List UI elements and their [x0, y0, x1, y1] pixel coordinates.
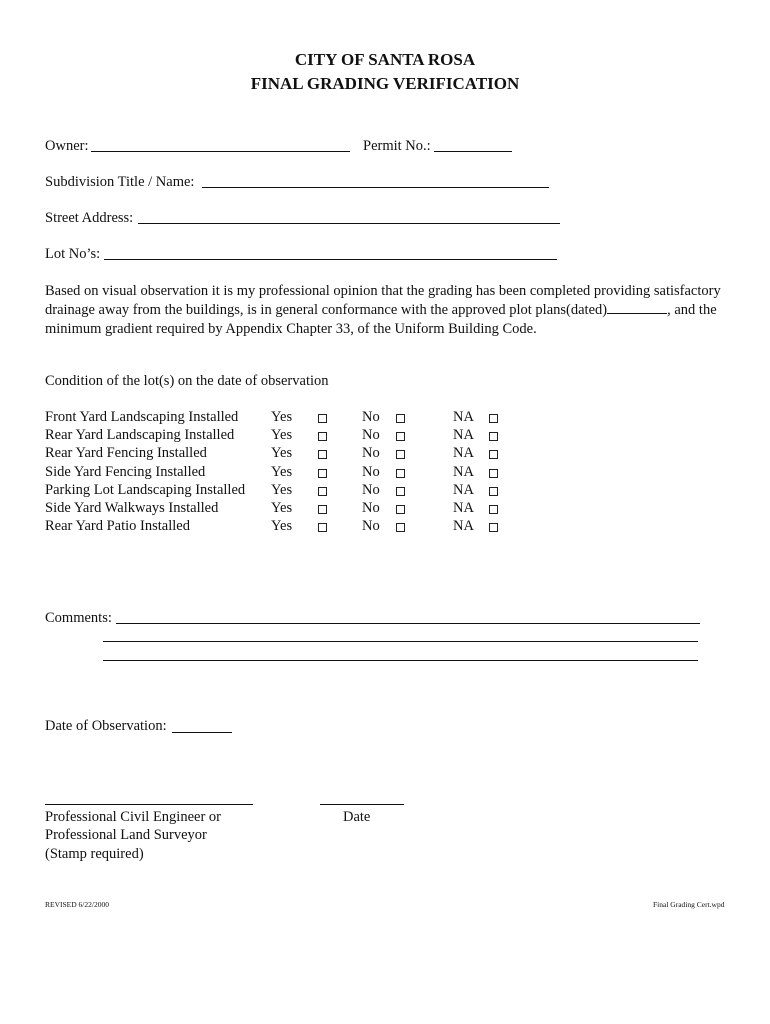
na-checkbox[interactable] [489, 487, 498, 496]
na-label: NA [453, 427, 474, 444]
na-checkbox[interactable] [489, 505, 498, 514]
no-checkbox[interactable] [396, 414, 405, 423]
owner-label: Owner: [45, 138, 89, 154]
comments-line-2[interactable] [103, 641, 698, 642]
comments-label: Comments: [45, 610, 112, 626]
condition-item-label: Parking Lot Landscaping Installed [45, 481, 246, 498]
na-label: NA [453, 463, 474, 480]
no-label: No [362, 445, 380, 462]
condition-item-label: Front Yard Landscaping Installed [45, 409, 239, 425]
lot-numbers-field[interactable] [104, 259, 557, 260]
na-label: NA [453, 518, 474, 535]
no-label: No [362, 481, 380, 498]
no-checkbox[interactable] [396, 487, 405, 496]
condition-item-label: Rear Yard Landscaping Installed [45, 427, 235, 444]
na-checkbox[interactable] [489, 414, 498, 423]
signer-title-line1: Professional Civil Engineer or [45, 809, 221, 825]
permit-field[interactable] [434, 151, 512, 152]
signer-title-line2: Professional Land Surveyor [45, 827, 207, 843]
no-checkbox[interactable] [396, 469, 405, 478]
date-of-observation-label: Date of Observation: [45, 718, 167, 734]
na-checkbox[interactable] [489, 469, 498, 478]
opinion-statement [45, 282, 725, 339]
permit-label: Permit No.: [363, 138, 431, 154]
no-label: No [362, 500, 380, 516]
signature-date-label: Date [343, 809, 371, 825]
form-subtitle: FINAL GRADING VERIFICATION [250, 74, 520, 93]
file-name: Final Grading Cert.wpd [653, 900, 725, 909]
plans-dated-field[interactable] [607, 301, 667, 314]
street-address-label: Street Address: [45, 210, 134, 226]
yes-label: Yes [271, 409, 293, 425]
condition-heading: Condition of the lot(s) on the date of observation [45, 373, 329, 389]
na-label: NA [453, 481, 474, 498]
comments-line-3[interactable] [103, 660, 698, 661]
signature-line[interactable] [45, 804, 253, 805]
owner-field[interactable] [91, 151, 350, 152]
yes-checkbox[interactable] [318, 487, 327, 496]
street-address-field[interactable] [138, 223, 560, 224]
yes-checkbox[interactable] [318, 432, 327, 441]
comments-line-1[interactable] [116, 623, 700, 624]
na-label: NA [453, 409, 474, 425]
form-title: CITY OF SANTA ROSA [294, 50, 476, 69]
yes-checkbox[interactable] [318, 505, 327, 514]
stamp-required-note: (Stamp required) [45, 846, 144, 862]
yes-label: Yes [271, 500, 293, 516]
condition-item-label: Side Yard Walkways Installed [45, 500, 219, 516]
no-label: No [362, 463, 380, 480]
yes-label: Yes [271, 481, 293, 498]
yes-checkbox[interactable] [318, 469, 327, 478]
statement-part2: , and the minimum gradient required by Appendix Chapter 33, of the Uniform Building Code. [45, 302, 717, 337]
no-checkbox[interactable] [396, 505, 405, 514]
yes-checkbox[interactable] [318, 414, 327, 423]
yes-label: Yes [271, 445, 293, 462]
no-label: No [362, 409, 380, 425]
date-of-observation-field[interactable] [172, 732, 232, 733]
statement-part1: Based on visual observation it is my professional opinion that the grading has been completed providing satisfactory drainage away from the buildings, is in general conformance with the approved plot plans(dated) [45, 283, 721, 318]
yes-label: Yes [271, 427, 293, 444]
condition-item-label: Side Yard Fencing Installed [45, 463, 206, 480]
no-checkbox[interactable] [396, 432, 405, 441]
yes-checkbox[interactable] [318, 523, 327, 532]
yes-label: Yes [271, 518, 293, 535]
condition-item-label: Rear Yard Patio Installed [45, 518, 190, 535]
signature-date-line[interactable] [320, 804, 404, 805]
subdivision-field[interactable] [202, 187, 549, 188]
no-checkbox[interactable] [396, 523, 405, 532]
na-checkbox[interactable] [489, 523, 498, 532]
na-checkbox[interactable] [489, 432, 498, 441]
yes-label: Yes [271, 463, 293, 480]
yes-checkbox[interactable] [318, 450, 327, 459]
no-label: No [362, 427, 380, 444]
na-label: NA [453, 445, 474, 462]
na-label: NA [453, 500, 474, 516]
subdivision-label: Subdivision Title / Name: [45, 174, 195, 190]
na-checkbox[interactable] [489, 450, 498, 459]
lot-numbers-label: Lot No’s: [45, 246, 101, 262]
revised-date: REVISED 6/22/2000 [45, 900, 109, 909]
condition-item-label: Rear Yard Fencing Installed [45, 445, 207, 462]
no-checkbox[interactable] [396, 450, 405, 459]
no-label: No [362, 518, 380, 535]
